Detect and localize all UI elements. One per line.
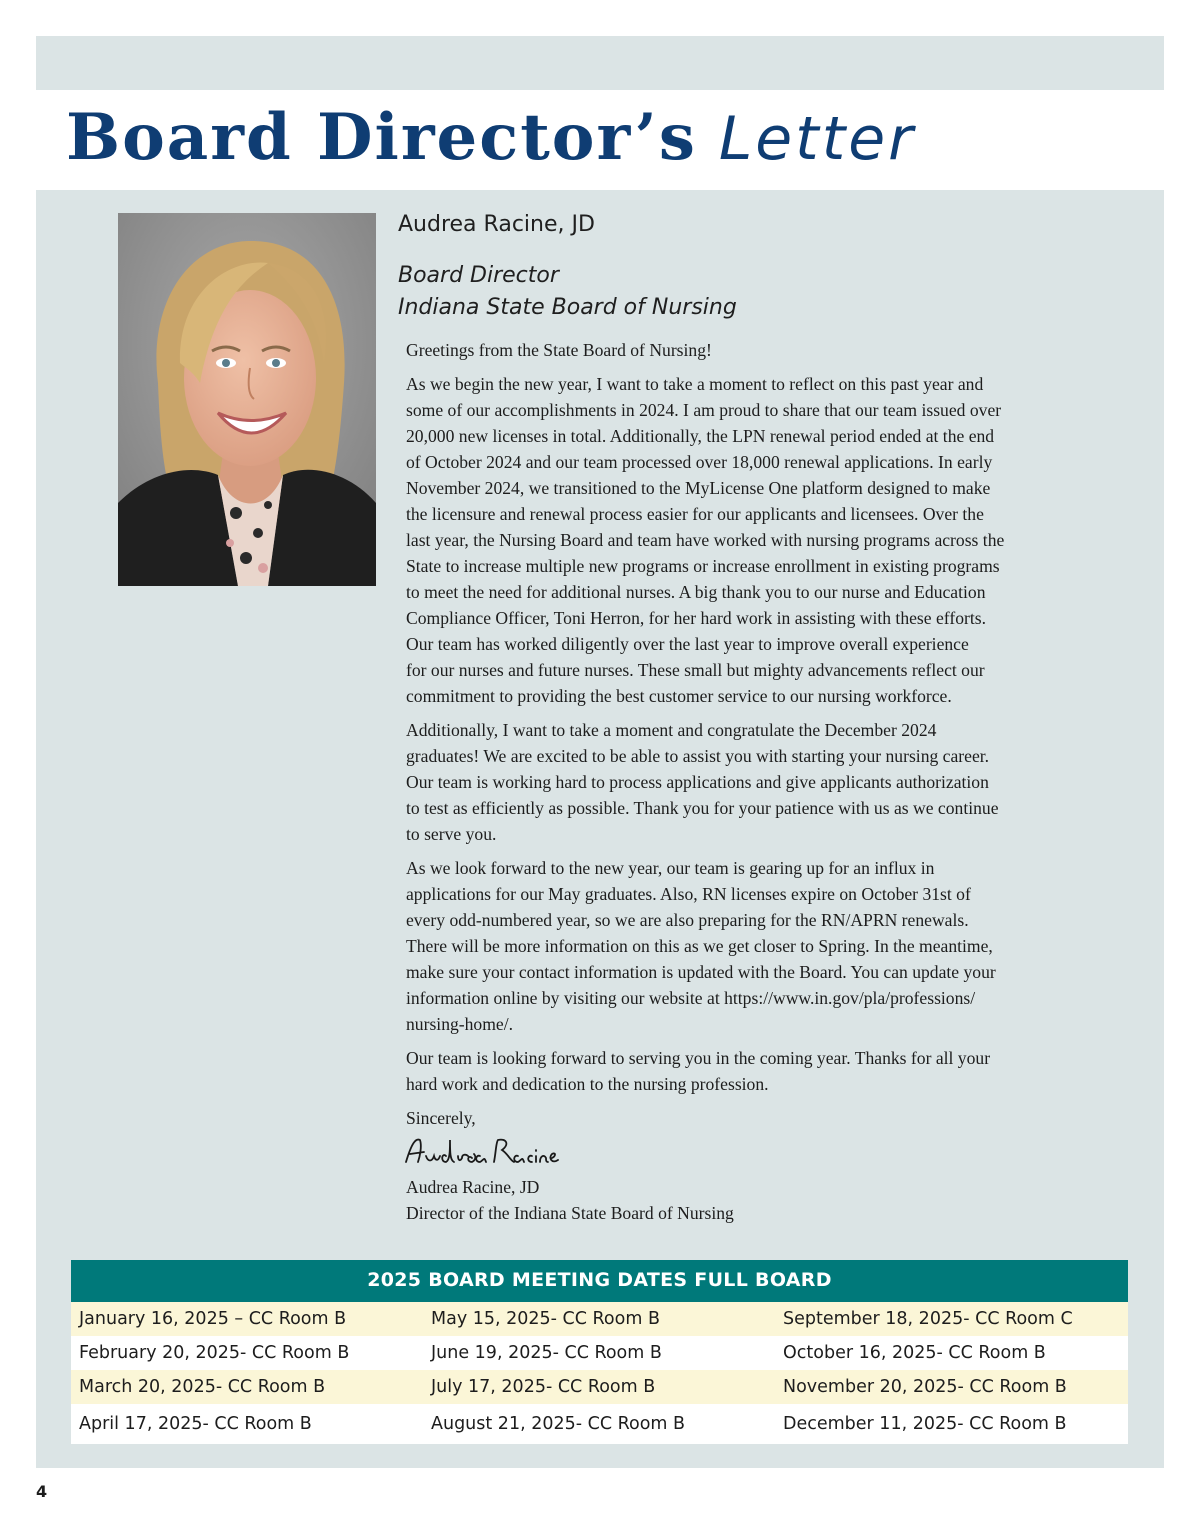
letter-paragraph: Our team is looking forward to serving you in the coming year. Thanks for all your hard work and dedication to the nursing profession. <box>406 1048 991 1094</box>
handwritten-signature <box>402 1132 562 1172</box>
signoff-title: Director of the Indiana State Board of Nursing <box>406 1203 734 1223</box>
letter-paragraph: As we look forward to the new year, our team is gearing up for an influx in applications for our May graduates. Also, RN licenses expire on October 31st of every odd-numbered year, so we are also preparing for the RN/APRN renewals. There will be more information on this as we get closer to Spring. In the meantime, make sure your contact information is updated with the Board. You can update your information online by visiting our website at https://www.in.gov/pla/professions/ nursing-home/. <box>406 858 996 1034</box>
table-cell: September 18, 2025- CC Room C <box>783 1309 1073 1329</box>
author-block <box>398 210 737 324</box>
top-decorative-band <box>36 36 1164 90</box>
table-cell: October 16, 2025- CC Room B <box>783 1343 1046 1363</box>
table-cell: December 11, 2025- CC Room B <box>783 1414 1067 1434</box>
author-title-line2: Indiana State Board of Nursing <box>398 295 737 320</box>
page-title-italic: Letter <box>718 104 916 174</box>
page-number: 4 <box>36 1482 48 1501</box>
author-portrait <box>118 213 376 586</box>
table-cell: June 19, 2025- CC Room B <box>431 1343 662 1363</box>
table-cell: April 17, 2025- CC Room B <box>79 1414 312 1434</box>
meeting-dates-table <box>71 1260 1128 1444</box>
author-name: Audrea Racine, JD <box>398 212 595 237</box>
table-cell: February 20, 2025- CC Room B <box>79 1343 350 1363</box>
author-title-line1: Board Director <box>398 263 559 288</box>
letter-closing: Sincerely, <box>406 1108 476 1128</box>
author-title <box>398 260 737 324</box>
table-row <box>71 1404 1128 1444</box>
table-cell: March 20, 2025- CC Room B <box>79 1377 326 1397</box>
table-cell: May 15, 2025- CC Room B <box>431 1309 660 1329</box>
signoff-name: Audrea Racine, JD <box>406 1177 540 1197</box>
page-title <box>66 100 916 184</box>
letter-paragraph: Additionally, I want to take a moment and congratulate the December 2024 graduates! We are excited to be able to assist you with starting your nursing career. Our team is working hard to process applications and give applicants authorization to test as efficiently as possible. Thank you for your patience with us as we continue to serve you. <box>406 720 999 844</box>
meeting-dates-title: 2025 BOARD MEETING DATES FULL BOARD <box>71 1260 1128 1302</box>
table-row <box>71 1302 1128 1336</box>
page-title-bold: Board Director’s <box>66 100 697 175</box>
letter-paragraph: As we begin the new year, I want to take a moment to reflect on this past year and some of our accomplishments in 2024. I am proud to share that our team issued over 20,000 new licenses in total. Additionally, the LPN renewal period ended at the end of October 2024 and our team processed over 18,000 renewal applications. In early November 2024, we transitioned to the MyLicense One platform designed to make the licensure and renewal process easier for our applicants and licensees. Over the last year, the Nursing Board and team have worked with nursing programs across the State to increase multiple new programs or increase enrollment in existing programs to meet the need for additional nurses. A big thank you to our nurse and Education Compliance Officer, Toni Herron, for her hard work in assisting with these efforts. Our team has worked diligently over the last year to improve overall experience for our nurses and future nurses. These small but mighty advancements reflect our commitment to providing the best customer service to our nursing workforce. <box>406 374 1005 706</box>
table-cell: August 21, 2025- CC Room B <box>431 1414 686 1434</box>
table-row <box>71 1370 1128 1404</box>
table-row <box>71 1336 1128 1370</box>
table-cell: January 16, 2025 – CC Room B <box>79 1309 347 1329</box>
table-cell: July 17, 2025- CC Room B <box>431 1377 656 1397</box>
letter-greeting: Greetings from the State Board of Nursing! <box>406 340 712 360</box>
letter-signoff <box>406 1174 734 1226</box>
letter-body <box>406 337 1134 1139</box>
table-cell: November 20, 2025- CC Room B <box>783 1377 1067 1397</box>
